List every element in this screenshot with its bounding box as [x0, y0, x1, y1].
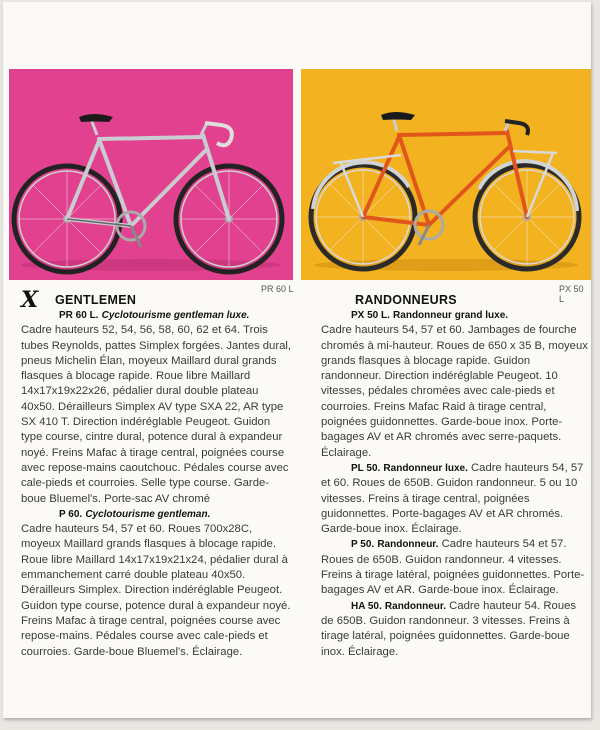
- photo-px50l: [301, 69, 591, 280]
- catalog-page: [3, 2, 591, 718]
- x-mark: X: [21, 287, 39, 313]
- model-title: Randonneur luxe.: [383, 462, 468, 474]
- model-line-px50l: [321, 308, 591, 323]
- caption-pr60l: PR 60 L: [261, 284, 294, 294]
- model-entry-ha50: [321, 599, 591, 660]
- section-heading-gentlemen: GENTLEMEN: [55, 293, 137, 307]
- model-description-pl50: Cadre hauteurs 54, 57 et 60. Roues de 650B. Guidon randonneur. 5 ou 10 vitesses. Freins à tirage central, poignées guidonnettes. Porte-bagages AV et AR chromés. Garde-boue inox. Éclairage.: [321, 461, 584, 536]
- model-title: Cyclotourisme gentleman.: [85, 508, 211, 520]
- model-line-pr60l: [21, 308, 293, 323]
- model-title: Randonneur.: [384, 600, 447, 612]
- model-title: Randonneur grand luxe.: [393, 310, 509, 321]
- model-code: HA 50.: [351, 600, 382, 612]
- model-code: PL 50.: [351, 462, 381, 474]
- model-code: PR 60 L.: [59, 310, 99, 321]
- section-heading-randonneurs: RANDONNEURS: [355, 293, 457, 307]
- model-description-px50l: Cadre hauteurs 54, 57 et 60. Jambages de fourche chromés à mi-hauteur. Roues de 650 x 35 B, moyeux grands flasques à blocage rapide. Guidon randonneur. Direction indéréglable Peugeot. 10 vitesses, pédales chromées avec cale-pieds et courroies. Freins Mafac Raid à tirage central, poignées guidonnettes. Garde-boue inox. Porte-bagages AV et AR chromés avec serre-paquets. Éclairage.: [321, 324, 588, 459]
- bicycle-px50l-illustration: [301, 69, 591, 280]
- model-code: P 50.: [351, 539, 375, 551]
- model-description-ha50: Cadre hauteur 54. Roues de 650B. Guidon randonneur. 3 vitesses. Freins à tirage latéral, poignées guidonnettes. Garde-boue inox. Éclairage.: [321, 599, 577, 658]
- photo-pr60l: [9, 69, 293, 280]
- model-description-p60: Cadre hauteurs 54, 57 et 60. Roues 700x28C, moyeux Maillard grands flasques à blocage rapide. Roue libre Maillard 14x17x19x21x24, pédalier dural à emmanchement carré double plateau 40x50. Dérailleurs Simplex. Direction indéréglable Peugeot. Guidon type course, potence dural à expandeur noyé. Freins Mafac à tirage central, poignées course avec repose-mains. Pédales course avec cale-pieds et courroies. Garde-boue Bluemel's. Éclairage.: [21, 523, 291, 658]
- model-code: P 60.: [59, 508, 83, 520]
- bicycle-pr60l-illustration: [9, 69, 293, 280]
- model-entry-p50: [321, 537, 591, 598]
- model-line-p60: [21, 507, 293, 522]
- model-description-p50: Cadre hauteurs 54 et 57. Roues de 650B. Guidon randonneur. 4 vitesses. Freins à tirage latéral, poignées guidonnettes. Porte-bagages AV et AR. Garde-boue inox. Éclairage.: [321, 538, 585, 597]
- gentlemen-column: [21, 287, 293, 660]
- randonneurs-column: [321, 290, 591, 660]
- model-code: PX 50 L.: [351, 310, 390, 321]
- model-title: Cyclotourisme gentleman luxe.: [101, 310, 250, 321]
- caption-px50l: PX 50 L: [559, 284, 584, 304]
- model-description-pr60l: Cadre hauteurs 52, 54, 56, 58, 60, 62 et 64. Trois tubes Reynolds, pattes Simplex forgées. Jantes dural, pneus Michelin Élan, moyeux Maillard dural grands flasques à blocage rapide. Roue libre Maillard 14x17x19x22x26, pédalier dural double plateau 40x50. Dérailleurs Simplex AV type SXA 22, AR type SX 410 T. Direction indéréglable Peugeot. Guidon type course, cintre dural, potence dural à expandeur noyé. Freins Mafac à tirage central, poignées course avec repose-mains caoutchouc. Pédales course avec cale-pieds et courroies. Selle type course. Garde-boue Bluemel's. Porte-sac AV chromé: [21, 324, 292, 505]
- model-title: Randonneur.: [377, 539, 439, 551]
- model-entry-pl50: [321, 461, 591, 537]
